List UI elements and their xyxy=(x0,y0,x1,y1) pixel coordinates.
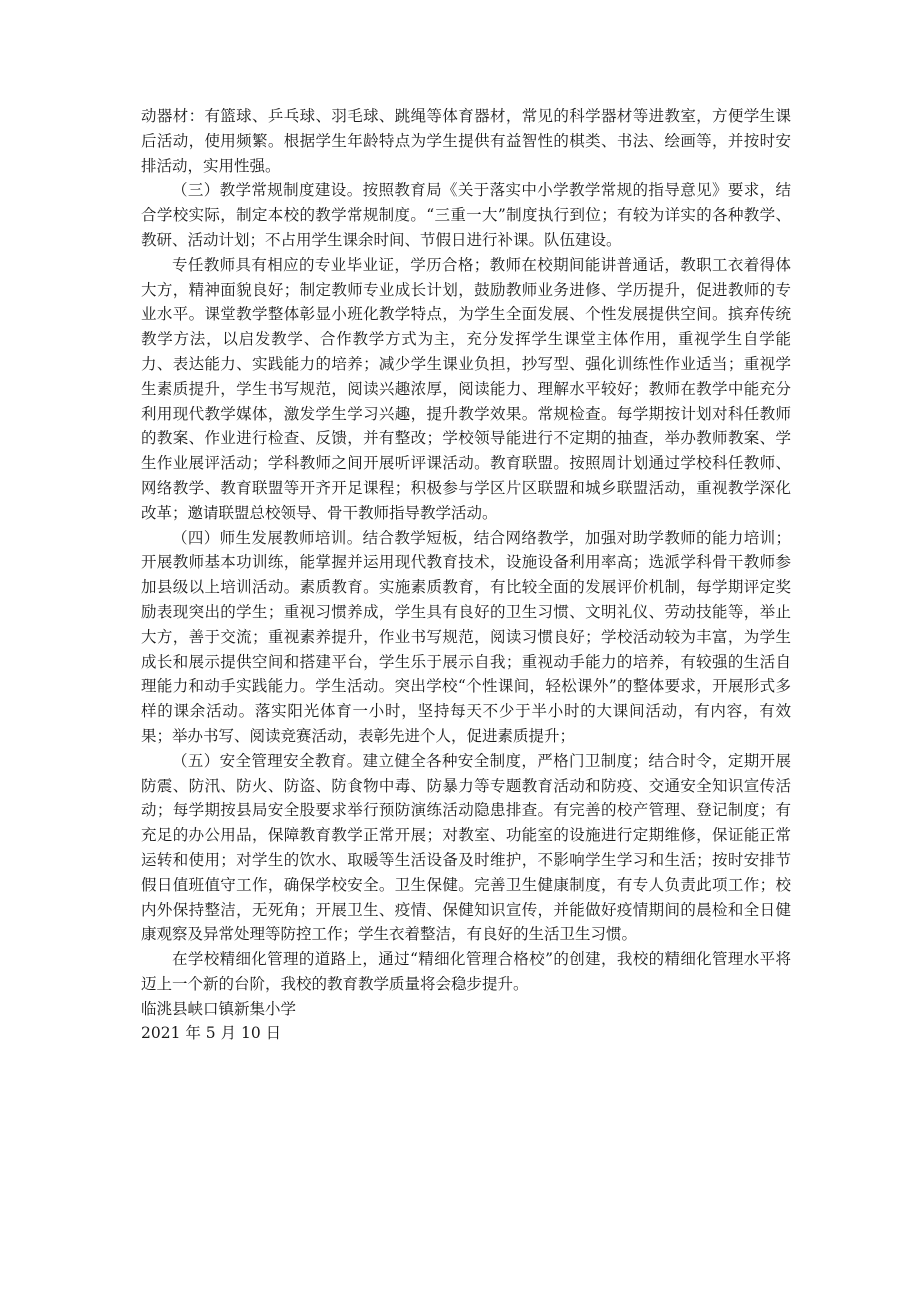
paragraph-development: （四）师生发展教师培训。结合教学短板，结合网络教学，加强对助学教师的能力培训；开展教师基本功训练，能掌握并运用现代教育技术，设施设备利用率高；选派学科骨干教师参加县级以上培训活动。素质教育。实施素质教育，有比较全面的发展评价机制，每学期评定奖励表现突出的学生；重视习惯养成，学生具有良好的卫生习惯、文明礼仪、劳动技能等，举止大方，善于交流；重视素养提升，作业书写规范，阅读习惯良好；学校活动较为丰富，为学生成长和展示提供空间和搭建平台，学生乐于展示自我；重视动手能力的培养，有较强的生活自理能力和动手实践能力。学生活动。突出学校“个性课间，轻松课外”的整体要求，开展形式多样的课余活动。落实阳光体育一小时，坚持每天不少于半小时的大课间活动，有内容，有效果；举办书写、阅读竞赛活动，表彰先进个人，促进素质提升； xyxy=(141,528,791,745)
signature-date: 2021 年 5 月 10 日 xyxy=(141,1024,282,1043)
document-body xyxy=(141,104,791,1046)
paragraph-teacher-team: 专任教师具有相应的专业毕业证，学历合格；教师在校期间能讲普通话，教职工衣着得体大方，精神面貌良好；制定教师专业成长计划，鼓励教师业务进修、学历提升，促进教师的专业水平。课堂教学整体彰显小班化教学特点，为学生全面发展、个性发展提供空间。摈弃传统教学方法，以启发教学、合作教学方式为主，充分发挥学生课堂主体作用，重视学生自学能力、表达能力、实践能力的培养；减少学生课业负担，抄写型、强化训练性作业适当；重视学生素质提升，学生书写规范，阅读兴趣浓厚，阅读能力、理解水平较好；教师在教学中能充分利用现代教学媒体，激发学生学习兴趣，提升教学效果。常规检查。每学期按计划对科任教师的教案、作业进行检查、反馈，并有整改；学校领导能进行不定期的抽查，举办教师教案、学生作业展评活动；学科教师之间开展听评课活动。教育联盟。按照周计划通过学校科任教师、网络教学、教育联盟等开齐开足课程；积极参与学区片区联盟和城乡联盟活动，重视教学深化改革；邀请联盟总校领导、骨干教师指导教学活动。 xyxy=(141,255,791,522)
paragraph-teaching-routine: （三）教学常规制度建设。按照教育局《关于落实中小学教学常规的指导意见》要求，结合学校实际，制定本校的教学常规制度。“三重一大”制度执行到位；有较为详实的各种教学、教研、活动计划；不占用学生课余时间、节假日进行补课。队伍建设。 xyxy=(141,181,791,249)
paragraph-safety: （五）安全管理安全教育。建立健全各种安全制度，严格门卫制度；结合时令，定期开展防震、防汛、防火、防盗、防食物中毒、防暴力等专题教育活动和防疫、交通安全知识宣传活动；每学期按县局安全股要求举行预防演练活动隐患排查。有完善的校产管理、登记制度；有充足的办公用品，保障教育教学正常开展；对教室、功能室的设施进行定期维修，保证能正常运转和使用；对学生的饮水、取暖等生活设备及时维护，不影响学生学习和生活；按时安排节假日值班值守工作，确保学校安全。卫生保健。完善卫生健康制度，有专人负责此项工作；校内外保持整洁，无死角；开展卫生、疫情、保健知识宣传，并能做好疫情期间的晨检和全日健康观察及异常处理等防控工作；学生衣着整洁，有良好的生活卫生习惯。 xyxy=(141,751,791,944)
paragraph-conclusion: 在学校精细化管理的道路上，通过“精细化管理合格校”的创建，我校的精细化管理水平将迈上一个新的台阶，我校的教育教学质量将会稳步提升。 xyxy=(141,950,791,993)
paragraph-equipment: 动器材：有篮球、乒乓球、羽毛球、跳绳等体育器材，常见的科学器材等进教室，方便学生课后活动，使用频繁。根据学生年龄特点为学生提供有益智性的棋类、书法、绘画等，并按时安排活动，实用性强。 xyxy=(141,107,791,175)
signature-school: 临洮县峡口镇新集小学 xyxy=(141,999,297,1018)
